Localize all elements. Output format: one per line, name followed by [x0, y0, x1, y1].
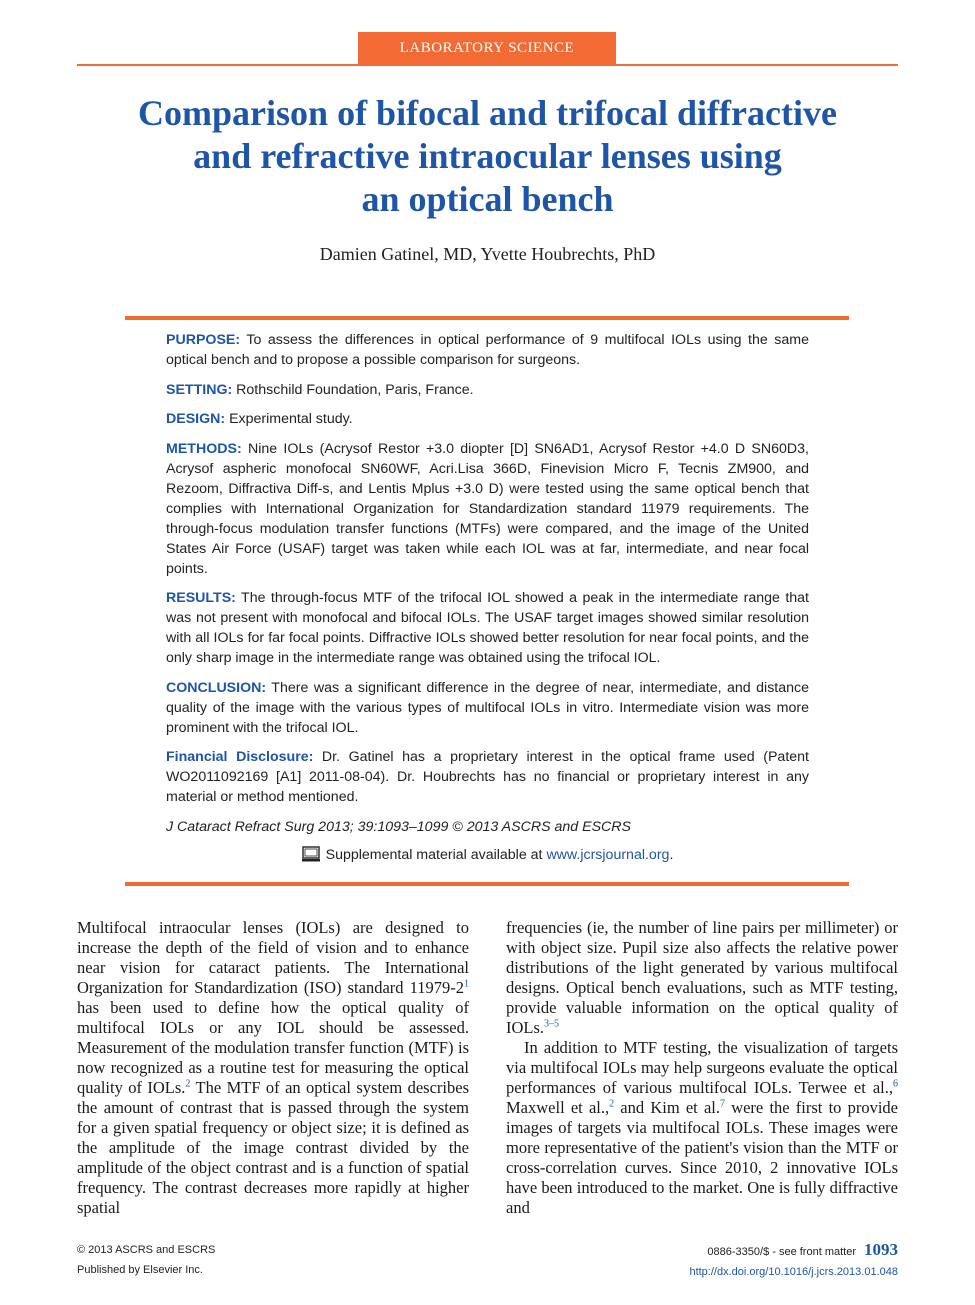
footer-publisher: Published by Elsevier Inc.: [77, 1264, 203, 1276]
supplemental-note: [166, 845, 809, 865]
top-divider: [77, 64, 898, 66]
reference-link[interactable]: 6: [893, 1078, 898, 1090]
title-line-1: Comparison of bifocal and trifocal diffractive: [138, 93, 837, 133]
body-paragraph-1: [77, 918, 469, 1218]
abstract: [166, 330, 809, 874]
body-column-right: [506, 918, 898, 1218]
results-text: The through-focus MTF of the trifocal IOL showed a peak in the intermediate range that was not present with monofocal and bifocal IOLs. The USAF target images showed similar resolution with all IOLs for far focal points. Diffractive IOLs showed better resolution for near focal points, and the only sharp image in the intermediate range was obtained using the trifocal IOL.: [166, 590, 809, 666]
purpose-label: PURPOSE:: [166, 332, 241, 348]
purpose-text: To assess the differences in optical performance of 9 multifocal IOLs using the same optical bench and to propose a possible comparison for surgeons.: [166, 332, 809, 368]
supplemental-icon: [302, 846, 320, 862]
conclusion-label: CONCLUSION:: [166, 679, 267, 696]
abstract-methods: [166, 439, 809, 579]
journal-citation: J Cataract Refract Surg 2013; 39:1093–1099 © 2013 ASCRS and ESCRS: [166, 818, 631, 835]
body-text: In addition to MTF testing, the visualization of targets via multifocal IOLs may help surgeons evaluate the optical performances of various multifocal IOLs. Terwee et al.,: [506, 1038, 898, 1097]
supplemental-link[interactable]: www.jcrsjournal.org: [546, 846, 670, 863]
body-text: has been used to define how the optical quality of multifocal IOLs or any IOL should be assessed. Measurement of the modulation transfer function (MTF) is now recognized as a routine test for measuring the optical quality of IOLs.: [77, 998, 469, 1097]
abstract-purpose: [166, 330, 809, 370]
page-number: 1093: [864, 1240, 898, 1259]
disclosure-text: Dr. Gatinel has a proprietary interest in the optical frame used (Patent WO2011092169 [A1] 2011-08-04). Dr. Houbrechts has no financial or proprietary interest in any material or method mentioned.: [166, 749, 809, 805]
abstract-conclusion: [166, 678, 809, 738]
body-paragraph-1-cont: [506, 918, 898, 1038]
footer-copyright: © 2013 ASCRS and ESCRS: [77, 1244, 216, 1256]
abstract-disclosure: [166, 747, 809, 807]
doi-link[interactable]: http://dx.doi.org/10.1016/j.jcrs.2013.01.048: [689, 1266, 898, 1278]
body-column-left: [77, 918, 469, 1218]
footer-issn-line: [689, 1240, 898, 1262]
abstract-results: [166, 588, 809, 668]
methods-text: Nine IOLs (Acrysof Restor +3.0 diopter [D] SN6AD1, Acrysof Restor +4.0 D SN60D3, Acrysof aspheric monofocal SN60WF, Acri.Lisa 366D, Finevision Micro F, Tecnis ZM900, and Rezoom, Diffractiva Diff-s, and Lentis Mplus +3.0 D) were tested using the same optical bench that complies with International Organization for Standardization standard 11979 requirements. The through-focus modulation transfer functions (MTFs) were compared, and the image of the United States Air Force (USAF) target was taken while each IOL was at far, intermediate, and near focal points.: [166, 440, 809, 577]
design-label: DESIGN:: [166, 411, 226, 427]
body-text: Multifocal intraocular lenses (IOLs) are designed to increase the depth of the field of vision and to enhance near vision for cataract patients. The International Organization for Standardization (ISO) standard 11979-2: [77, 918, 469, 997]
supplemental-text: Supplemental material available at: [325, 846, 547, 863]
section-label: LABORATORY SCIENCE: [358, 32, 616, 64]
body-text: Maxwell et al.,: [506, 1098, 610, 1117]
footer-right: [689, 1240, 898, 1282]
conclusion-text: There was a significant difference in the degree of near, intermediate, and distance quality of the image with the various types of multifocal IOLs in vitro. Intermediate vision was more prominent with the trifocal IOL.: [166, 679, 809, 736]
reference-link[interactable]: 1: [464, 978, 469, 990]
reference-link[interactable]: 7: [720, 1098, 725, 1110]
supplemental-end: .: [669, 846, 674, 863]
reference-link[interactable]: 3–5: [544, 1018, 560, 1030]
results-label: RESULTS:: [166, 590, 236, 606]
design-text: Experimental study.: [225, 411, 353, 427]
abstract-setting: [166, 380, 809, 400]
setting-text: Rothschild Foundation, Paris, France.: [232, 381, 474, 398]
body-paragraph-2: [506, 1038, 898, 1218]
abstract-design: [166, 409, 809, 429]
body-text: and Kim et al.: [614, 1098, 720, 1117]
body-text: were the first to provide images of targets via multifocal IOLs. These images were more representative of the patient's vision than the MTF or cross-correlation curves. Since 2010, 2 innovative IOLs have been introduced to the market. One is fully diffractive and: [506, 1098, 899, 1217]
authors: Damien Gatinel, MD, Yvette Houbrechts, PhD: [319, 244, 656, 264]
title-line-3: an optical bench: [361, 179, 614, 219]
abstract-divider-bottom: [125, 882, 849, 886]
article-title: [77, 92, 898, 221]
title-line-2: and refractive intraocular lenses using: [193, 136, 782, 176]
body-text: The MTF of an optical system describes the amount of contrast that is passed through the system for a given spatial frequency or object size; it is defined as the amplitude of the image contrast divided by the amplitude of the object contrast and is a function of spatial frequency. The contrast decreases more rapidly at higher spatial: [77, 1078, 469, 1217]
setting-label: SETTING:: [166, 381, 233, 398]
body-text: frequencies (ie, the number of line pairs per millimeter) or with object size. Pupil size also affects the relative power distributions of the light generated by various multifocal designs. Optical bench evaluations, such as MTF testing, provide valuable information on the optical quality of IOLs.: [506, 918, 898, 1037]
abstract-divider-top: [125, 316, 849, 320]
reference-link[interactable]: 2: [609, 1098, 615, 1110]
disclosure-label: Financial Disclosure:: [166, 749, 314, 765]
footer-left: [77, 1240, 215, 1280]
reference-link[interactable]: 2: [185, 1078, 191, 1090]
footer-issn: 0886-3350/$ - see front matter: [707, 1246, 856, 1258]
methods-label: METHODS:: [166, 440, 242, 457]
